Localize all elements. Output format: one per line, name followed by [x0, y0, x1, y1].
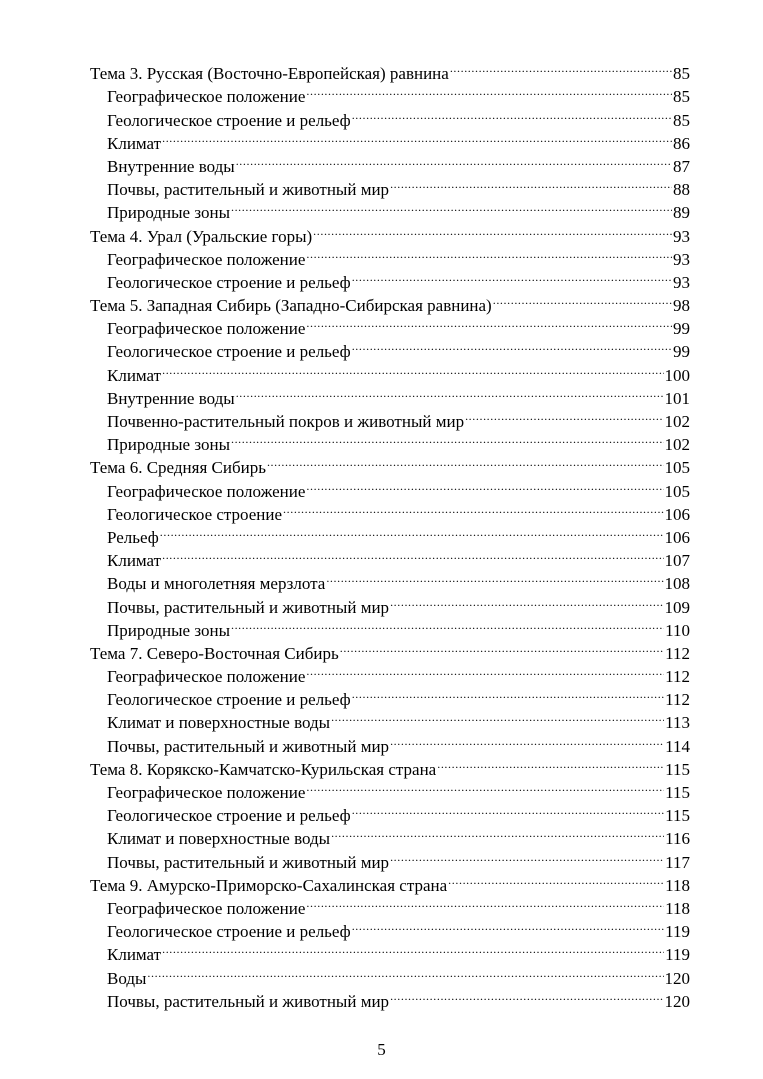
toc-entry-page: 108 — [664, 574, 690, 594]
toc-dot-leader — [306, 775, 664, 798]
toc-dot-leader — [160, 520, 664, 543]
toc-entry-page: 105 — [664, 458, 690, 478]
toc-entry-page: 99 — [673, 319, 690, 339]
toc-entry-title: Воды — [107, 968, 147, 988]
toc-entry-page: 107 — [664, 551, 690, 571]
toc-entry-title: Климат — [107, 365, 162, 385]
toc-topic-entry — [90, 56, 690, 84]
toc-entry-page: 89 — [673, 203, 690, 223]
toc-entry-page: 114 — [665, 736, 690, 756]
toc-dot-leader — [306, 311, 672, 334]
toc-subsection-entry — [90, 149, 690, 176]
toc-dot-leader — [465, 404, 663, 427]
toc-entry-page: 93 — [673, 249, 690, 269]
toc-entry-title: Почвы, растительный и животный мир — [107, 180, 390, 200]
toc-dot-leader — [352, 798, 664, 821]
toc-entry-title: Географическое положение — [107, 898, 306, 918]
toc-entry-title: Географическое положение — [107, 319, 306, 339]
toc-entry-page: 85 — [673, 110, 690, 130]
toc-entry-page: 120 — [664, 991, 690, 1011]
toc-subsection-entry — [90, 543, 690, 571]
toc-dot-leader — [231, 195, 672, 218]
toc-dot-leader — [390, 172, 672, 195]
toc-dot-leader — [352, 914, 664, 937]
toc-dot-leader — [448, 868, 664, 891]
toc-entry-page: 100 — [664, 365, 690, 385]
toc-entry-page: 98 — [673, 296, 690, 316]
toc-entry-page: 120 — [664, 968, 690, 988]
toc-dot-leader — [326, 566, 663, 589]
toc-dot-leader — [162, 543, 663, 566]
toc-entry-page: 93 — [673, 226, 690, 246]
toc-dot-leader — [267, 450, 664, 473]
toc-subsection-entry — [90, 357, 690, 385]
toc-entry-page: 106 — [664, 504, 690, 524]
toc-entry-title: Тема 6. Средняя Сибирь — [90, 458, 266, 478]
toc-dot-leader — [147, 960, 663, 983]
toc-dot-leader — [231, 613, 664, 636]
toc-entry-title: Геологическое строение и рельеф — [107, 272, 351, 292]
toc-entry-title: Географическое положение — [107, 249, 306, 269]
toc-entry-title: Природные зоны — [107, 435, 230, 455]
toc-entry-title: Климат — [107, 551, 162, 571]
toc-dot-leader — [306, 473, 663, 496]
toc-entry-title: Географическое положение — [107, 481, 306, 501]
toc-entry-title: Почвы, растительный и животный мир — [107, 852, 390, 872]
toc-entry-title: Климат и поверхностные воды — [107, 829, 331, 849]
toc-dot-leader — [331, 705, 664, 728]
toc-entry-page: 118 — [665, 898, 690, 918]
toc-dot-leader — [390, 728, 664, 751]
toc-entry-title: Геологическое строение и рельеф — [107, 806, 351, 826]
toc-subsection-entry — [90, 126, 690, 153]
toc-entry-page: 115 — [665, 806, 690, 826]
toc-entry-page: 112 — [665, 667, 690, 687]
toc-dot-leader — [283, 497, 663, 520]
toc-dot-leader — [390, 984, 663, 1007]
toc-entry-page: 105 — [664, 481, 690, 501]
toc-dot-leader — [162, 937, 664, 960]
toc-dot-leader — [352, 334, 672, 357]
toc-entry-title: Климат и поверхностные воды — [107, 713, 331, 733]
toc-entry-title: Воды и многолетняя мерзлота — [107, 574, 326, 594]
toc-subsection-entry — [90, 984, 690, 1011]
toc-entry-title: Геологическое строение и рельеф — [107, 690, 351, 710]
toc-dot-leader — [352, 682, 664, 705]
toc-dot-leader — [390, 589, 663, 612]
toc-entry-page: 119 — [665, 922, 690, 942]
toc-entry-page: 110 — [665, 620, 690, 640]
toc-entry-title: Почвенно-растительный покров и животный мир — [107, 412, 465, 431]
toc-entry-page: 85 — [673, 64, 690, 84]
toc-entry-page: 102 — [664, 412, 690, 431]
toc-entry-title: Внутренние воды — [107, 388, 235, 408]
toc-dot-leader — [340, 636, 664, 659]
toc-entry-title: Геологическое строение и рельеф — [107, 110, 351, 130]
toc-dot-leader — [162, 126, 672, 149]
toc-dot-leader — [306, 891, 664, 914]
toc-dot-leader — [352, 102, 672, 125]
toc-entry-title: Климат — [107, 133, 162, 153]
toc-entry-title: Внутренние воды — [107, 156, 235, 176]
toc-dot-leader — [331, 821, 664, 844]
toc-entry-title: Природные зоны — [107, 203, 230, 223]
toc-entry-page: 101 — [664, 388, 690, 408]
toc-entry-title: Геологическое строение и рельеф — [107, 342, 351, 362]
toc-entry-title: Почвы, растительный и животный мир — [107, 991, 390, 1011]
toc-entry-page: 88 — [673, 180, 690, 200]
toc-entry-page: 115 — [665, 759, 690, 779]
toc-entry-title: Тема 3. Русская (Восточно-Европейская) равнина — [90, 64, 449, 84]
toc-dot-leader — [306, 79, 672, 102]
toc-entry-title: Почвы, растительный и животный мир — [107, 597, 390, 617]
toc-dot-leader — [236, 381, 664, 404]
page-number: 5 — [377, 1040, 386, 1059]
toc-entry-title: Климат — [107, 945, 162, 965]
toc-entry-page: 109 — [664, 597, 690, 617]
toc-entry-title: Почвы, растительный и животный мир — [107, 736, 390, 756]
toc-entry-page: 86 — [673, 133, 690, 153]
toc-subsection-entry — [90, 960, 690, 988]
toc-entry-page: 85 — [673, 87, 690, 107]
toc-entry-title: Тема 5. Западная Сибирь (Западно-Сибирская равнина) — [90, 296, 492, 316]
toc-dot-leader — [450, 56, 672, 79]
toc-entry-title: Геологическое строение и рельеф — [107, 922, 351, 942]
toc-subsection-entry — [90, 566, 690, 594]
toc-entry-page: 106 — [664, 527, 690, 547]
toc-dot-leader — [390, 844, 664, 867]
toc-dot-leader — [437, 752, 664, 775]
toc-dot-leader — [231, 427, 664, 450]
toc-dot-leader — [162, 357, 663, 380]
toc-subsection-entry — [90, 520, 690, 547]
toc-entry-title: Тема 9. Амурско-Приморско-Сахалинская страна — [90, 875, 448, 895]
toc-entry-page: 113 — [665, 713, 690, 733]
toc-entry-page: 119 — [665, 945, 690, 965]
toc-entry-page: 112 — [665, 643, 690, 663]
toc-dot-leader — [236, 149, 672, 172]
toc-entry-title: Тема 7. Северо-Восточная Сибирь — [90, 643, 339, 663]
toc-dot-leader — [306, 659, 664, 682]
toc-entry-page: 99 — [673, 342, 690, 362]
toc-entry-page: 115 — [665, 783, 690, 802]
toc-entry-title: Географическое положение — [107, 667, 306, 687]
toc-entry-page: 117 — [665, 852, 690, 872]
toc-entry-page: 87 — [673, 156, 690, 176]
toc-entry-title: Рельеф — [107, 527, 159, 547]
toc-subsection-entry — [90, 381, 690, 408]
toc-entry-page: 116 — [665, 829, 690, 849]
toc-dot-leader — [352, 265, 672, 288]
toc-entry-title: Географическое положение — [107, 87, 306, 107]
table-of-contents — [90, 56, 690, 1011]
toc-entry-page: 93 — [673, 272, 690, 292]
toc-entry-title: Географическое положение — [107, 783, 306, 802]
toc-entry-title: Природные зоны — [107, 620, 230, 640]
toc-entry-title: Тема 8. Корякско-Камчатско-Курильская страна — [90, 759, 437, 779]
toc-dot-leader — [306, 242, 672, 265]
toc-dot-leader — [313, 218, 672, 241]
toc-entry-title: Геологическое строение — [107, 504, 283, 524]
toc-entry-page: 118 — [665, 875, 690, 895]
toc-entry-title: Тема 4. Урал (Уральские горы) — [90, 226, 313, 246]
toc-subsection-entry — [90, 937, 690, 965]
toc-entry-page: 102 — [664, 435, 690, 455]
toc-dot-leader — [493, 288, 672, 311]
toc-entry-page: 112 — [665, 690, 690, 710]
